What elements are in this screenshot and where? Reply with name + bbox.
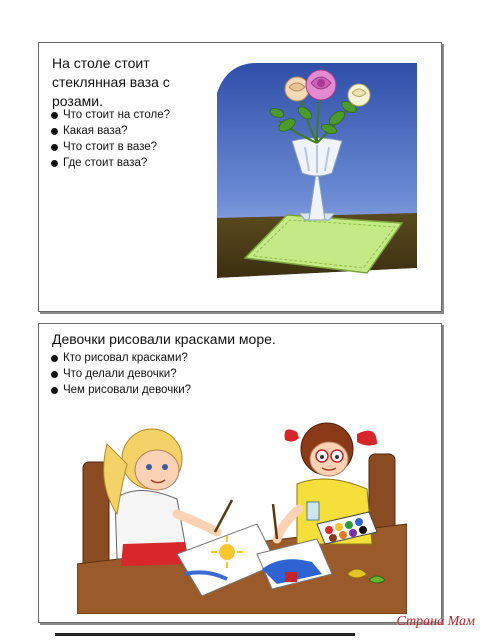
question-text: Какая ваза? bbox=[63, 125, 128, 137]
bullet-icon bbox=[51, 128, 58, 135]
water-glass bbox=[307, 502, 319, 520]
bullet-icon bbox=[51, 112, 58, 119]
card-vase bbox=[38, 42, 442, 312]
question-list bbox=[51, 350, 191, 398]
question-text: Что стоит в вазе? bbox=[63, 141, 158, 153]
question-item bbox=[51, 350, 191, 366]
bullet-icon bbox=[51, 160, 58, 167]
question-item bbox=[51, 139, 170, 155]
question-text: Чем рисовали девочки? bbox=[63, 384, 192, 396]
card-caption: Девочки рисовали красками море. bbox=[52, 331, 276, 347]
rose-right bbox=[348, 84, 370, 106]
rose-center bbox=[306, 70, 336, 100]
bullet-icon bbox=[51, 144, 58, 151]
bullet-icon bbox=[51, 387, 58, 394]
question-item bbox=[51, 382, 191, 398]
bullet-icon bbox=[51, 355, 58, 362]
girls-painting-illustration bbox=[77, 404, 407, 614]
question-text: Кто рисовал красками? bbox=[63, 352, 188, 364]
question-text: Что делали девочки? bbox=[63, 368, 177, 380]
card-caption: На столе стоит стеклянная ваза с розами. bbox=[52, 55, 170, 109]
vase-illustration bbox=[217, 63, 417, 299]
question-item bbox=[51, 107, 170, 123]
question-item bbox=[51, 366, 191, 382]
rose-left bbox=[285, 77, 309, 101]
question-list bbox=[51, 107, 170, 171]
bottom-rule bbox=[55, 633, 355, 636]
card-girls-painting bbox=[38, 323, 442, 623]
question-text: Что стоит на столе? bbox=[63, 109, 171, 121]
bullet-icon bbox=[51, 371, 58, 378]
question-item bbox=[51, 155, 170, 171]
watermark: Страна Мам bbox=[396, 614, 475, 629]
question-item bbox=[51, 123, 170, 139]
question-text: Где стоит ваза? bbox=[63, 157, 148, 169]
